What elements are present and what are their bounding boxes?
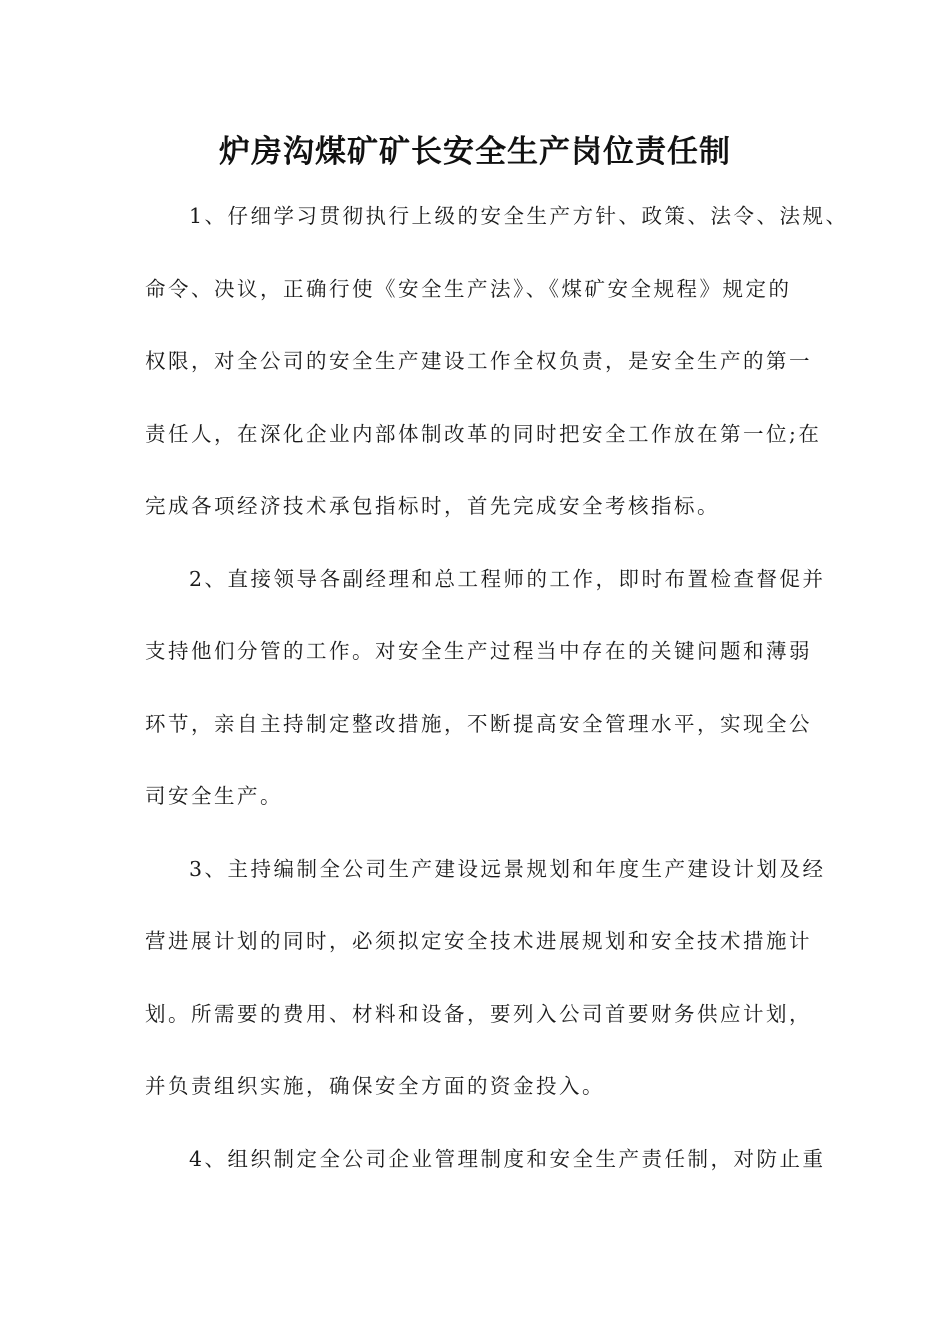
paragraph-line: 1、仔细学习贯彻执行上级的安全生产方针、政策、法令、法规、 xyxy=(189,204,849,228)
paragraph-line: 并负责组织实施，确保安全方面的资金投入。 xyxy=(145,1074,605,1098)
paragraph-line: 营进展计划的同时，必须拟定安全技术进展规划和安全技术措施计 xyxy=(145,929,812,953)
paragraph-line: 责任人，在深化企业内部体制改革的同时把安全工作放在第一位;在 xyxy=(145,421,822,446)
document-title: 炉房沟煤矿矿长安全生产岗位责任制 xyxy=(219,134,731,170)
paragraph-line: 3、主持编制全公司生产建设远景规划和年度生产建设计划及经 xyxy=(189,856,826,881)
paragraph-line: 2、直接领导各副经理和总工程师的工作，即时布置检查督促并 xyxy=(189,566,826,591)
paragraph-line: 支持他们分管的工作。对安全生产过程当中存在的关键问题和薄弱 xyxy=(145,639,812,663)
paragraph-line: 命令、决议，正确行使《安全生产法》、《煤矿安全规程》规定的 xyxy=(145,276,792,301)
paragraph-line: 权限，对全公司的安全生产建设工作全权负责，是安全生产的第一 xyxy=(145,349,812,373)
paragraph-line: 4、组织制定全公司企业管理制度和安全生产责任制，对防止重 xyxy=(189,1146,826,1171)
paragraph-line: 环节，亲自主持制定整改措施，不断提高安全管理水平，实现全公 xyxy=(145,711,812,736)
document-body xyxy=(145,196,849,1211)
paragraph-line: 划。所需要的费用、材料和设备，要列入公司首要财务供应计划， xyxy=(145,1001,812,1026)
paragraph-line: 完成各项经济技术承包指标时，首先完成安全考核指标。 xyxy=(145,494,720,518)
paragraph-line: 司安全生产。 xyxy=(145,784,283,808)
